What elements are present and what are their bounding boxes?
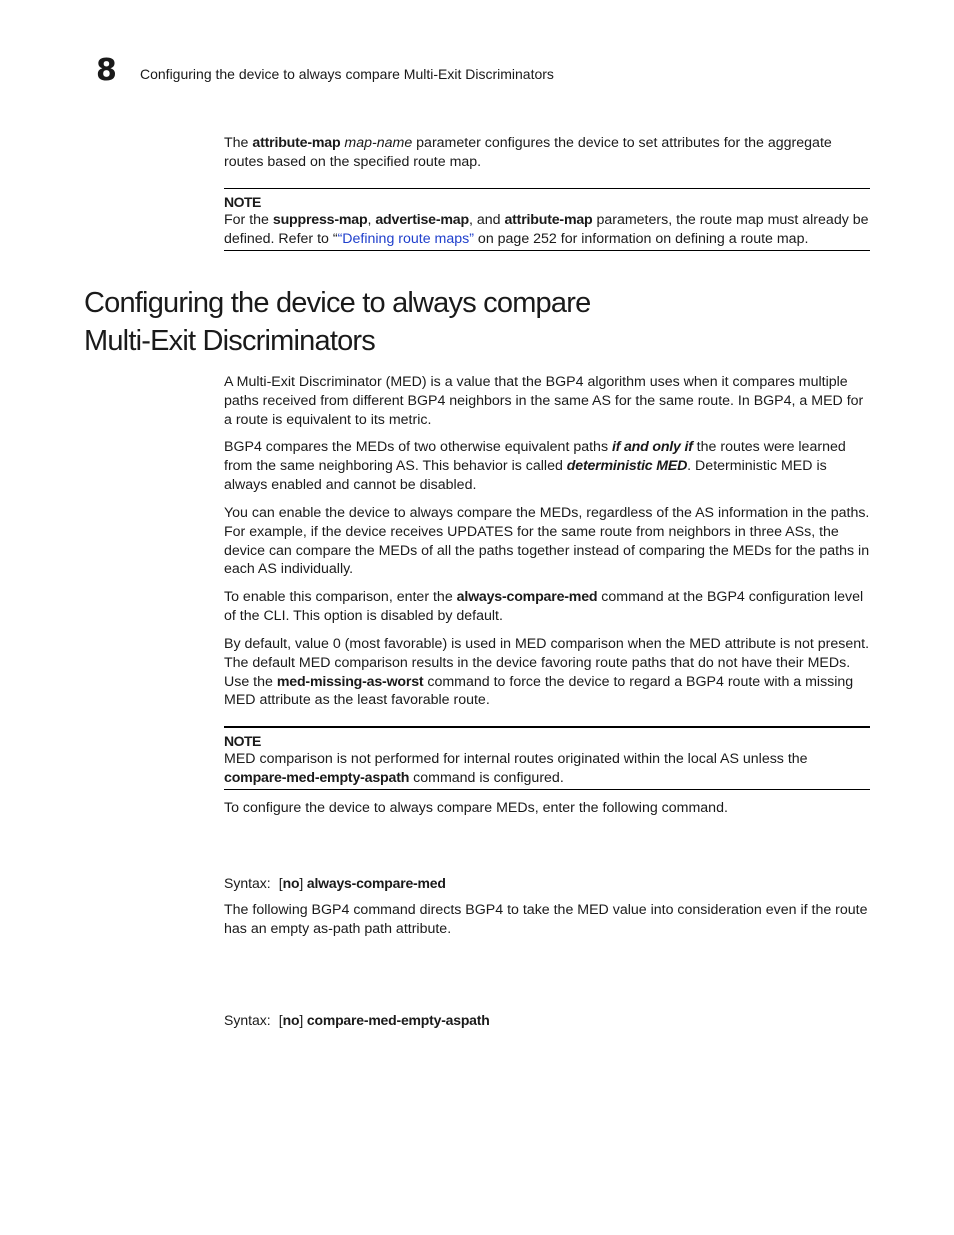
note-text: [224, 750, 870, 788]
defining-route-maps-link[interactable]: “Defining route maps”: [337, 230, 474, 247]
map-name-variable: map-name: [344, 135, 413, 151]
paragraph-text: A Multi-Exit Discriminator (MED) is a value that the BGP4 algorithm uses when it compares multiple paths received from different BGP4 neighbors in the same AS for the same route. In BGP4, a MED for a route is equivalent to its metric.: [224, 374, 864, 428]
paragraph-text-part: To enable this comparison, enter the: [224, 589, 457, 605]
syntax-always-compare-med: [224, 874, 446, 892]
note-box-med-comparison: [224, 726, 870, 790]
note-text-part: For the: [224, 212, 273, 228]
section-title: [84, 284, 590, 360]
note-label: NOTE: [224, 733, 261, 749]
note-text: [224, 211, 870, 249]
deterministic-med-emphasis: deterministic MED: [566, 457, 688, 474]
syntax-bracket: ]: [299, 1012, 304, 1028]
intro-text: The: [224, 135, 253, 151]
compare-med-empty-aspath-keyword: compare-med-empty-aspath: [224, 769, 410, 786]
suppress-map-keyword: suppress-map: [272, 212, 368, 228]
note-text-part: , and: [468, 212, 505, 228]
syntax-label: Syntax:: [224, 1012, 271, 1028]
advertise-map-keyword: advertise-map: [375, 212, 469, 228]
note-text-part: MED comparison is not performed for internal routes originated within the local AS unless the: [224, 751, 808, 767]
paragraph-text-part: By default, value 0 (most favorable) is used in MED comparison when the MED attribute is not present. The default MED comparison results in the device favoring route paths that do not have their MEDs. Use the: [224, 636, 870, 690]
paragraph-text: To configure the device to always compare MEDs, enter the following command.: [224, 800, 728, 816]
syntax-command: compare-med-empty-aspath: [303, 1012, 490, 1028]
intro-paragraph: [224, 134, 870, 172]
no-keyword: no: [282, 875, 300, 891]
paragraph-text-part: command to force the device to regard a BGP4 route with a missing MED attribute as the least favorable route.: [224, 673, 854, 709]
note-label: NOTE: [224, 194, 261, 210]
intro-paragraph-block: [224, 134, 870, 172]
always-compare-med-keyword: always-compare-med: [456, 589, 598, 605]
paragraph-text-part: BGP4 compares the MEDs of two otherwise equivalent paths: [224, 439, 612, 455]
note-box-route-map: [224, 188, 870, 251]
paragraph-med-definition: [224, 373, 870, 429]
syntax-compare-med-empty-aspath: [224, 1011, 490, 1029]
paragraph-text-part: command at the BGP4 configuration level of the CLI. This option is disabled by default.: [224, 589, 864, 624]
note-text-part: ,: [367, 212, 376, 228]
paragraph-configure-command: [224, 799, 870, 818]
syntax-bracket: [: [278, 1012, 283, 1028]
chapter-number: 8: [96, 53, 117, 88]
syntax-bracket: [: [278, 875, 283, 891]
note-text-part: parameters, the route map must already be defined. Refer to “: [224, 212, 869, 247]
paragraph-enable-comparison: [224, 588, 870, 626]
attribute-map-keyword: attribute-map: [504, 212, 593, 228]
syntax-bracket: ]: [299, 875, 304, 891]
paragraph-text: [224, 635, 870, 710]
paragraph-text: The following BGP4 command directs BGP4 to take the MED value into consideration even if the route has an empty as-path path attribute.: [224, 902, 868, 937]
no-keyword: no: [282, 1012, 300, 1028]
note-text-part: on page 252 for information on defining a route map.: [473, 230, 809, 247]
attribute-map-keyword: attribute-map: [252, 135, 341, 151]
if-and-only-if-emphasis: if and only if: [611, 439, 693, 455]
intro-text-after: parameter configures the device to set attributes for the aggregate routes based on the specified route map.: [224, 135, 832, 170]
paragraph-default-med: [224, 635, 870, 710]
paragraph-deterministic-med: [224, 438, 870, 494]
paragraph-empty-aspath: [224, 901, 870, 939]
syntax-command: always-compare-med: [303, 875, 446, 891]
syntax-label: Syntax:: [224, 875, 271, 891]
running-header-title: Configuring the device to always compare Multi-Exit Discriminators: [140, 66, 554, 82]
paragraph-text: [224, 438, 870, 494]
paragraph-text-part: the routes were learned from the same neighboring AS. This behavior is called: [224, 439, 846, 474]
paragraph-text: [224, 588, 870, 626]
note-text-part: command is configured.: [409, 769, 564, 786]
med-missing-as-worst-keyword: med-missing-as-worst: [276, 673, 424, 690]
section-title-line2: Multi-Exit Discriminators: [84, 325, 375, 357]
paragraph-always-compare: [224, 504, 870, 579]
paragraph-text-part: . Deterministic MED is always enabled and cannot be disabled.: [224, 457, 827, 493]
paragraph-text: You can enable the device to always compare the MEDs, regardless of the AS information in the paths. For example, if the device receives UPDATES for the same route from neighbors in three ASs, the device can compare the MEDs of all the paths together instead of comparing the MEDs for the paths in each AS individually.: [224, 505, 870, 578]
section-title-line1: Configuring the device to always compare: [84, 287, 591, 319]
